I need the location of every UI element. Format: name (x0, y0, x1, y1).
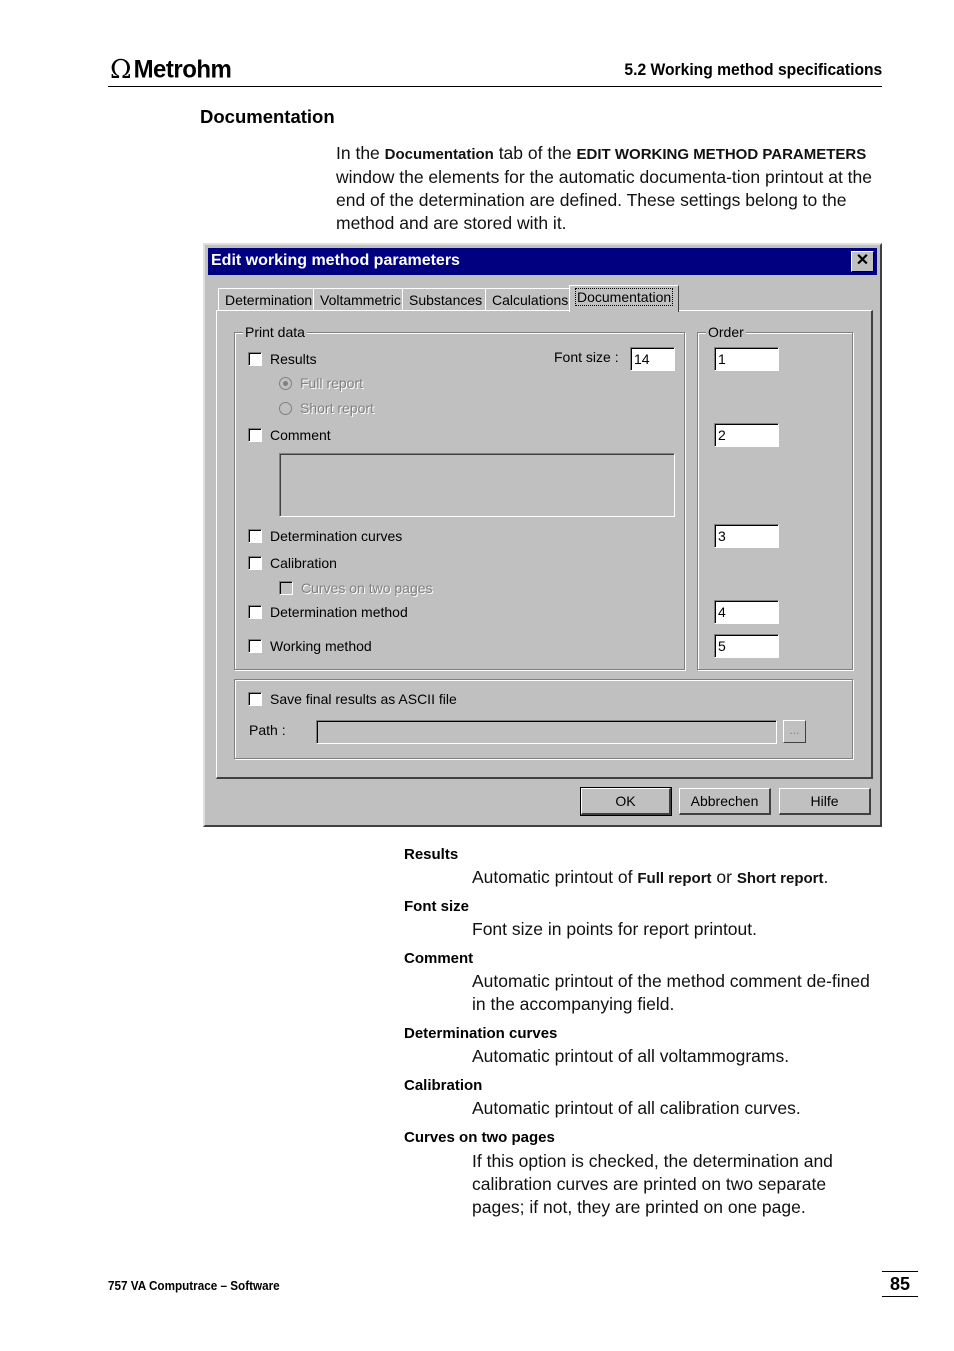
checkbox-box[interactable] (248, 352, 262, 366)
tab-calculations[interactable] (485, 288, 575, 311)
path-input[interactable] (316, 720, 777, 744)
def-bold: Short report (736, 870, 824, 887)
documentation-tab-panel (216, 310, 873, 779)
running-header: 5.2 Working method specifications (624, 60, 882, 79)
def-curves-on-two-pages: If this option is checked, the determination and calibration curves are printed on two separate pages; if not, they are printed on one page. (472, 1151, 833, 1217)
checkbox-box[interactable] (248, 605, 262, 619)
def-calibration: Automatic printout of all calibration curves. (472, 1098, 801, 1118)
help-button[interactable]: Hilfe (779, 788, 871, 815)
determination-curves-checkbox[interactable] (248, 528, 402, 544)
dialog-title: Edit working method parameters (211, 252, 460, 269)
tab-label: Calculations (492, 292, 569, 308)
header-rule (108, 86, 882, 87)
determination-method-checkbox[interactable] (248, 604, 408, 620)
term-comment: Comment (404, 950, 474, 967)
curves-on-two-pages-checkbox[interactable] (279, 580, 433, 596)
tab-substances[interactable] (402, 288, 489, 311)
ok-button[interactable]: OK (581, 788, 671, 815)
comment-textarea[interactable] (279, 453, 675, 517)
def-text: Automatic printout of (472, 867, 638, 887)
checkbox-label: Curves on two pages (301, 580, 433, 596)
tab-label: Substances (409, 292, 483, 308)
radio-dot[interactable] (279, 377, 292, 390)
def-comment: Automatic printout of the method comment de-fined in the accompanying field. (472, 971, 870, 1014)
checkbox-label: Results (270, 351, 317, 367)
checkbox-box[interactable] (279, 581, 293, 595)
checkbox-label: Comment (270, 427, 331, 443)
tab-label: Voltammetric (320, 292, 401, 308)
intro-text: tab of the (493, 143, 577, 163)
order-input-results[interactable]: 1 (714, 347, 779, 371)
radio-label: Short report (300, 400, 374, 416)
working-method-checkbox[interactable] (248, 638, 372, 654)
dialog-titlebar (208, 248, 877, 275)
checkbox-label: Working method (270, 638, 372, 654)
tab-label: Documentation (577, 289, 672, 305)
results-checkbox[interactable] (248, 351, 317, 367)
term-calibration: Calibration (404, 1077, 483, 1094)
checkbox-box[interactable] (248, 529, 262, 543)
order-group (697, 324, 853, 670)
group-legend: Order (708, 324, 744, 340)
def-bold: Full report (637, 870, 712, 887)
metrohm-logo (110, 56, 231, 84)
footer-product: 757 VA Computrace – Software (108, 1278, 280, 1293)
order-input-comment[interactable]: 2 (714, 423, 779, 447)
radio-label: Full report (300, 375, 364, 391)
checkbox-box[interactable] (248, 556, 262, 570)
omega-logo-icon: Ω (110, 55, 132, 85)
term-determination-curves: Determination curves (404, 1025, 558, 1042)
checkbox-box[interactable] (248, 639, 262, 653)
short-report-radio[interactable] (279, 400, 374, 416)
full-report-radio[interactable] (279, 375, 363, 391)
order-input-curves[interactable]: 3 (714, 524, 779, 548)
brand-name: Metrohm (133, 55, 232, 84)
print-data-group (234, 324, 685, 670)
checkbox-label: Determination method (270, 604, 408, 620)
close-icon[interactable]: ✕ (851, 251, 874, 272)
tab-determination[interactable] (218, 288, 319, 311)
font-size-input[interactable]: 14 (630, 347, 675, 371)
order-input-working-method[interactable]: 5 (714, 634, 779, 658)
def-font-size: Font size in points for report printout. (472, 919, 757, 939)
order-input-determination-method[interactable]: 4 (714, 600, 779, 624)
group-legend: Print data (245, 324, 305, 340)
term-curves-on-two-pages: Curves on two pages (404, 1129, 555, 1146)
intro-text: In the (336, 143, 385, 163)
radio-dot[interactable] (279, 402, 292, 415)
def-text: or (711, 867, 737, 887)
edit-working-method-dialog (203, 243, 882, 827)
page-number: 85 (882, 1271, 918, 1297)
intro-bold-tab: Documentation (384, 146, 494, 163)
ascii-export-group (234, 679, 853, 759)
term-results: Results (404, 846, 459, 863)
def-text: . (823, 867, 829, 887)
def-determination-curves: Automatic printout of all voltammograms. (472, 1046, 790, 1066)
tab-label: Determination (225, 292, 313, 308)
checkbox-box[interactable] (248, 428, 262, 442)
tab-documentation[interactable] (569, 285, 679, 312)
cancel-button[interactable]: Abbrechen (679, 788, 771, 815)
checkbox-label: Calibration (270, 555, 337, 571)
browse-button[interactable]: ... (783, 720, 806, 743)
save-ascii-checkbox[interactable] (248, 691, 457, 707)
def-results (472, 866, 872, 890)
section-title: Documentation (200, 106, 335, 127)
font-size-label: Font size : (554, 349, 619, 365)
path-label: Path : (249, 722, 286, 738)
calibration-checkbox[interactable] (248, 555, 337, 571)
checkbox-label: Determination curves (270, 528, 403, 544)
tab-voltammetric[interactable] (313, 288, 408, 311)
intro-paragraph (336, 142, 882, 235)
checkbox-box[interactable] (248, 692, 262, 706)
checkbox-label: Save final results as ASCII file (270, 691, 457, 707)
comment-checkbox[interactable] (248, 427, 331, 443)
intro-bold-window: EDIT WORKING METHOD PARAMETERS (576, 146, 867, 163)
intro-text: window the elements for the automatic documenta-tion printout at the end of the determination are defined. These settings belong to the method and are stored with it. (336, 167, 872, 233)
term-font-size: Font size (404, 898, 470, 915)
